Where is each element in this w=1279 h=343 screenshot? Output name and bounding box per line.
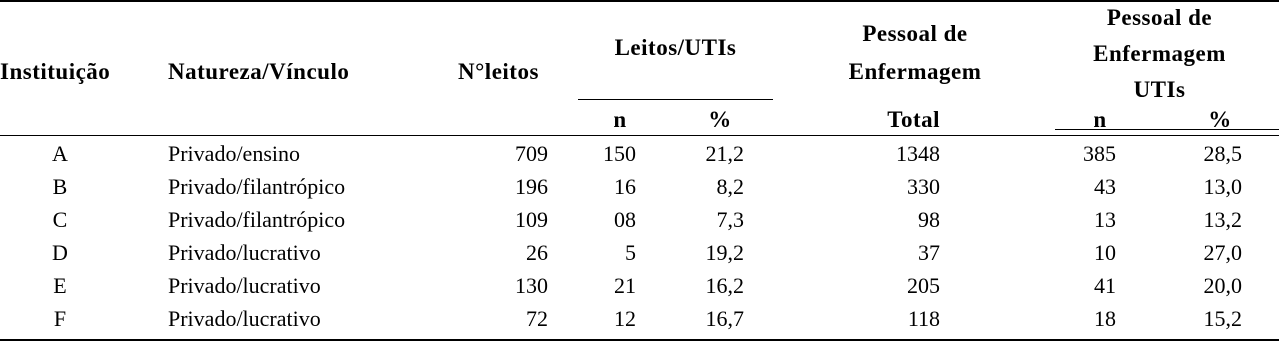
cell-uti-n: 150 — [603, 141, 636, 166]
header-natureza: Natureza/Vínculo — [168, 59, 350, 84]
cell-inst: E — [53, 273, 67, 298]
cell-uti-n: 16 — [614, 174, 636, 199]
header-pessoal-utis-l2: Enfermagem — [1093, 41, 1226, 66]
header-leitos-utis: Leitos/UTIs — [614, 35, 737, 60]
cell-enf-n: 41 — [1094, 273, 1116, 298]
cell-total: 37 — [918, 240, 940, 265]
top-rule — [0, 0, 1279, 2]
cell-enf-pct: 20,0 — [1203, 273, 1242, 298]
cell-natureza: Privado/lucrativo — [168, 306, 321, 331]
cell-enf-pct: 27,0 — [1203, 240, 1242, 265]
cell-inst: C — [52, 207, 68, 232]
cell-leitos: 72 — [526, 306, 548, 331]
header-bottom-rule — [0, 135, 1279, 136]
cell-natureza: Privado/ensino — [168, 141, 300, 166]
cell-uti-pct: 21,2 — [705, 141, 744, 166]
cell-natureza: Privado/filantrópico — [168, 207, 346, 232]
cell-uti-n: 21 — [614, 273, 636, 298]
cell-enf-n: 10 — [1094, 240, 1116, 265]
subheader-pct: % — [708, 107, 732, 132]
cell-total: 205 — [907, 273, 940, 298]
header-pessoal-enf-l2: Enfermagem — [848, 59, 982, 84]
cell-uti-n: 12 — [614, 306, 636, 331]
cell-enf-pct: 13,0 — [1203, 174, 1242, 199]
cell-inst: D — [52, 240, 68, 265]
cell-enf-n: 385 — [1083, 141, 1116, 166]
header-pessoal-enf-l1: Pessoal de — [862, 21, 968, 46]
cell-leitos: 709 — [515, 141, 548, 166]
cell-uti-pct: 16,2 — [705, 273, 744, 298]
header-n-leitos: N°leitos — [458, 59, 539, 84]
cell-uti-pct: 8,2 — [716, 174, 744, 199]
cell-natureza: Privado/lucrativo — [168, 240, 321, 265]
cell-total: 118 — [907, 306, 940, 331]
cell-total: 1348 — [896, 141, 940, 166]
cell-uti-n: 08 — [614, 207, 636, 232]
cell-leitos: 26 — [526, 240, 548, 265]
cell-enf-pct: 13,2 — [1203, 207, 1242, 232]
cell-uti-pct: 16,7 — [705, 306, 744, 331]
subheader-pct2: % — [1208, 107, 1232, 132]
header-pessoal-utis-l1: Pessoal de — [1106, 5, 1213, 30]
cell-natureza: Privado/lucrativo — [168, 273, 321, 298]
cell-inst: A — [52, 141, 68, 166]
cell-inst: F — [53, 306, 67, 331]
cell-leitos: 109 — [515, 207, 548, 232]
cell-total: 330 — [907, 174, 940, 199]
subheader-total: Total — [887, 107, 940, 132]
cell-uti-n: 5 — [625, 240, 636, 265]
cell-uti-pct: 7,3 — [716, 207, 744, 232]
cell-enf-pct: 15,2 — [1203, 306, 1242, 331]
bottom-rule — [0, 339, 1279, 341]
cell-total: 98 — [918, 207, 940, 232]
cell-leitos: 196 — [515, 174, 548, 199]
header-instituicao: Instituição — [0, 59, 111, 84]
subheader-n2: n — [1093, 107, 1107, 132]
leitos-utis-underline — [578, 99, 773, 100]
cell-enf-pct: 28,5 — [1203, 141, 1242, 166]
cell-uti-pct: 19,2 — [705, 240, 744, 265]
cell-leitos: 130 — [515, 273, 548, 298]
cell-natureza: Privado/filantrópico — [168, 174, 346, 199]
cell-inst: B — [52, 174, 68, 199]
cell-enf-n: 43 — [1094, 174, 1116, 199]
header-pessoal-utis-l3: UTIs — [1133, 77, 1186, 102]
subheader-n: n — [613, 107, 627, 132]
cell-enf-n: 18 — [1094, 306, 1116, 331]
cell-enf-n: 13 — [1094, 207, 1116, 232]
